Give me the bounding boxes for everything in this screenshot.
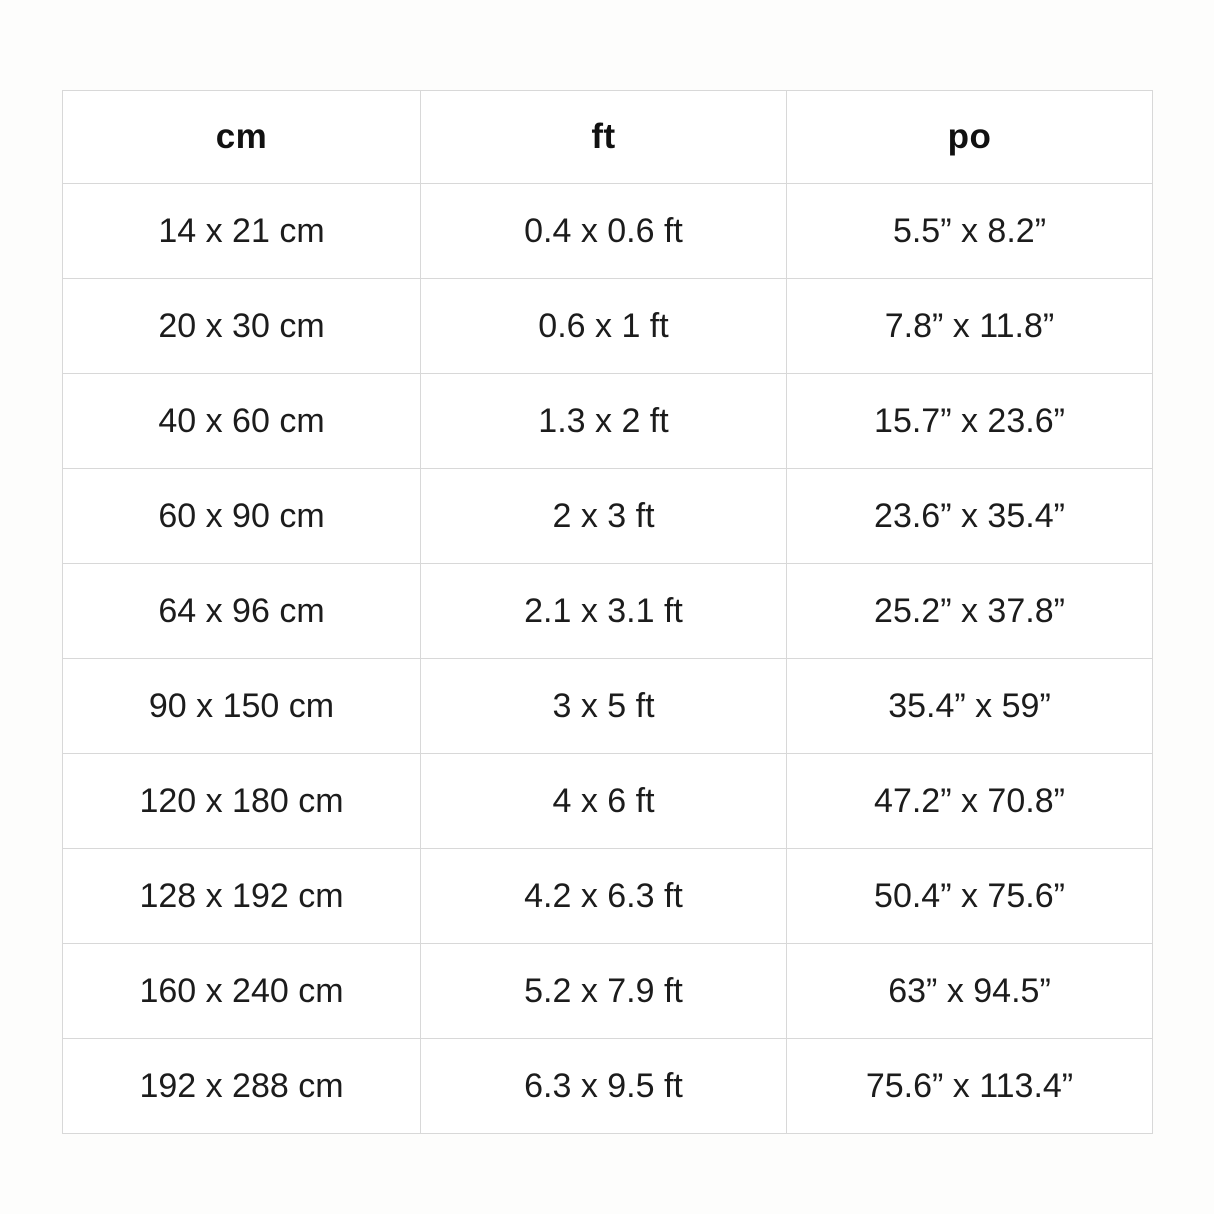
cell-po: 23.6” x 35.4” — [787, 469, 1153, 564]
table-body — [63, 184, 1153, 1134]
cell-po: 50.4” x 75.6” — [787, 849, 1153, 944]
cell-cm: 120 x 180 cm — [63, 754, 421, 849]
table-row — [63, 469, 1153, 564]
cell-ft: 0.4 x 0.6 ft — [421, 184, 787, 279]
cell-po: 75.6” x 113.4” — [787, 1039, 1153, 1134]
table-header-row — [63, 91, 1153, 184]
cell-cm: 20 x 30 cm — [63, 279, 421, 374]
table-row — [63, 374, 1153, 469]
cell-po: 15.7” x 23.6” — [787, 374, 1153, 469]
cell-po: 35.4” x 59” — [787, 659, 1153, 754]
cell-ft: 1.3 x 2 ft — [421, 374, 787, 469]
table-row — [63, 1039, 1153, 1134]
cell-ft: 6.3 x 9.5 ft — [421, 1039, 787, 1134]
cell-ft: 2 x 3 ft — [421, 469, 787, 564]
cell-ft: 4 x 6 ft — [421, 754, 787, 849]
table-row — [63, 279, 1153, 374]
cell-ft: 4.2 x 6.3 ft — [421, 849, 787, 944]
column-header-cm: cm — [63, 91, 421, 184]
cell-cm: 160 x 240 cm — [63, 944, 421, 1039]
table-row — [63, 849, 1153, 944]
cell-ft: 5.2 x 7.9 ft — [421, 944, 787, 1039]
cell-po: 63” x 94.5” — [787, 944, 1153, 1039]
cell-cm: 64 x 96 cm — [63, 564, 421, 659]
column-header-po: po — [787, 91, 1153, 184]
table-row — [63, 184, 1153, 279]
cell-ft: 0.6 x 1 ft — [421, 279, 787, 374]
cell-cm: 192 x 288 cm — [63, 1039, 421, 1134]
cell-cm: 60 x 90 cm — [63, 469, 421, 564]
cell-po: 47.2” x 70.8” — [787, 754, 1153, 849]
table-header — [63, 91, 1153, 184]
cell-cm: 90 x 150 cm — [63, 659, 421, 754]
table-row — [63, 944, 1153, 1039]
cell-cm: 14 x 21 cm — [63, 184, 421, 279]
table-row — [63, 564, 1153, 659]
cell-po: 7.8” x 11.8” — [787, 279, 1153, 374]
table-row — [63, 754, 1153, 849]
cell-ft: 3 x 5 ft — [421, 659, 787, 754]
table-row — [63, 659, 1153, 754]
column-header-ft: ft — [421, 91, 787, 184]
cell-cm: 40 x 60 cm — [63, 374, 421, 469]
size-conversion-table — [62, 90, 1153, 1134]
cell-ft: 2.1 x 3.1 ft — [421, 564, 787, 659]
cell-po: 5.5” x 8.2” — [787, 184, 1153, 279]
size-conversion-table-wrapper — [62, 90, 1152, 1134]
cell-cm: 128 x 192 cm — [63, 849, 421, 944]
cell-po: 25.2” x 37.8” — [787, 564, 1153, 659]
